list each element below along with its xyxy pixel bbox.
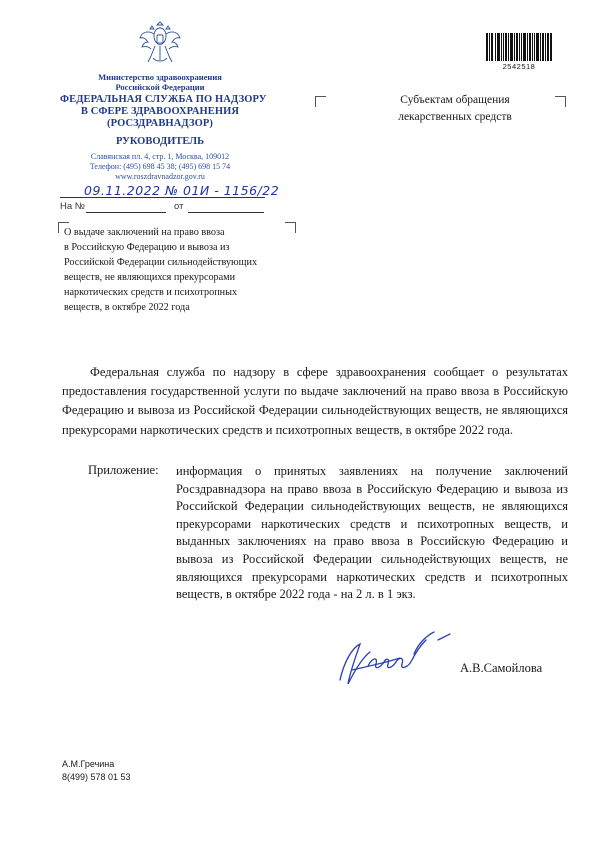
subject-line: веществ, в октябре 2022 года bbox=[64, 302, 190, 313]
registration-handwritten: 09.11.2022 № 01И - 1156/22 bbox=[84, 183, 280, 198]
service-line-3: (РОСЗДРАВНАДЗОР) bbox=[107, 118, 213, 129]
service-line-1: ФЕДЕРАЛЬНАЯ СЛУЖБА ПО НАДЗОРУ bbox=[60, 94, 267, 105]
ministry-line-1: Министерство здравоохранения bbox=[98, 72, 222, 82]
annex-label: Приложение: bbox=[88, 463, 159, 477]
subject-line: в Российскую Федерацию и вывоза из bbox=[64, 242, 230, 253]
subject-line: Российской Федерации сильнодействующих bbox=[64, 257, 258, 268]
subject-block bbox=[64, 225, 294, 315]
head-role: РУКОВОДИТЕЛЬ bbox=[115, 136, 205, 147]
reference-date-label: от bbox=[174, 201, 184, 212]
subject-line: О выдаче заключений на право ввоза bbox=[64, 227, 225, 238]
recipient-line-1: Субъектам обращения bbox=[400, 94, 510, 106]
body-paragraph: Федеральная служба по надзору в сфере здравоохранения сообщает о результатах предоставления государственной услуги по выдаче заключений на право ввоза в Российскую Федерацию и вывоза из Российской Федерации сильнодействующих веществ, не являющихся прекурсорами наркотических средств и психотропных веществ, в октябре 2022 года. bbox=[62, 365, 568, 437]
registration-rule bbox=[60, 197, 265, 198]
recipient-line-2: лекарственных средств bbox=[398, 111, 512, 123]
subject-line: веществ, не являющихся прекурсорами bbox=[64, 272, 236, 283]
reference-number-label: На № bbox=[60, 201, 85, 212]
coat-of-arms-icon bbox=[138, 18, 182, 68]
reference-date-blank bbox=[188, 212, 264, 213]
signer-name: А.В.Самойлова bbox=[460, 661, 543, 675]
recipient-bracket-right bbox=[555, 96, 566, 107]
recipient-bracket-left bbox=[315, 96, 326, 107]
reference-number-blank bbox=[86, 212, 166, 213]
executor-name: А.М.Гречина bbox=[62, 759, 115, 769]
ministry-line-2: Российской Федерации bbox=[115, 82, 205, 92]
phones: Телефон: (495) 698 45 38; (495) 698 15 74 bbox=[89, 162, 231, 171]
barcode-number: 2542518 bbox=[502, 62, 536, 71]
barcode-icon bbox=[486, 33, 552, 63]
handwritten-signature-icon bbox=[330, 622, 470, 692]
website: www.roszdravnadzor.gov.ru bbox=[115, 172, 205, 181]
executor-phone: 8(499) 578 01 53 bbox=[62, 772, 131, 782]
service-line-2: В СФЕРЕ ЗДРАВООХРАНЕНИЯ bbox=[80, 106, 240, 117]
annex-text: информация о принятых заявлениях на получение заключений Росздравнадзора на право ввоза в Российскую Федерацию и вывоза из Российской Федерации сильнодействующих веществ, не являющихся прекурсорами наркотических средств и психотропных веществ, и выданных заключениях на право ввоза в Российскую Федерацию и вывоза из Российской Федерации сильнодействующих веществ, не являющихся прекурсорами наркотических средств и психотропных веществ, в октябре 2022 года - на 2 л. в 1 экз. bbox=[176, 464, 568, 602]
subject-line: наркотических средств и психотропных bbox=[64, 287, 238, 298]
address: Славянская пл. 4, стр. 1, Москва, 109012 bbox=[90, 152, 230, 161]
recipient-block bbox=[360, 92, 550, 126]
